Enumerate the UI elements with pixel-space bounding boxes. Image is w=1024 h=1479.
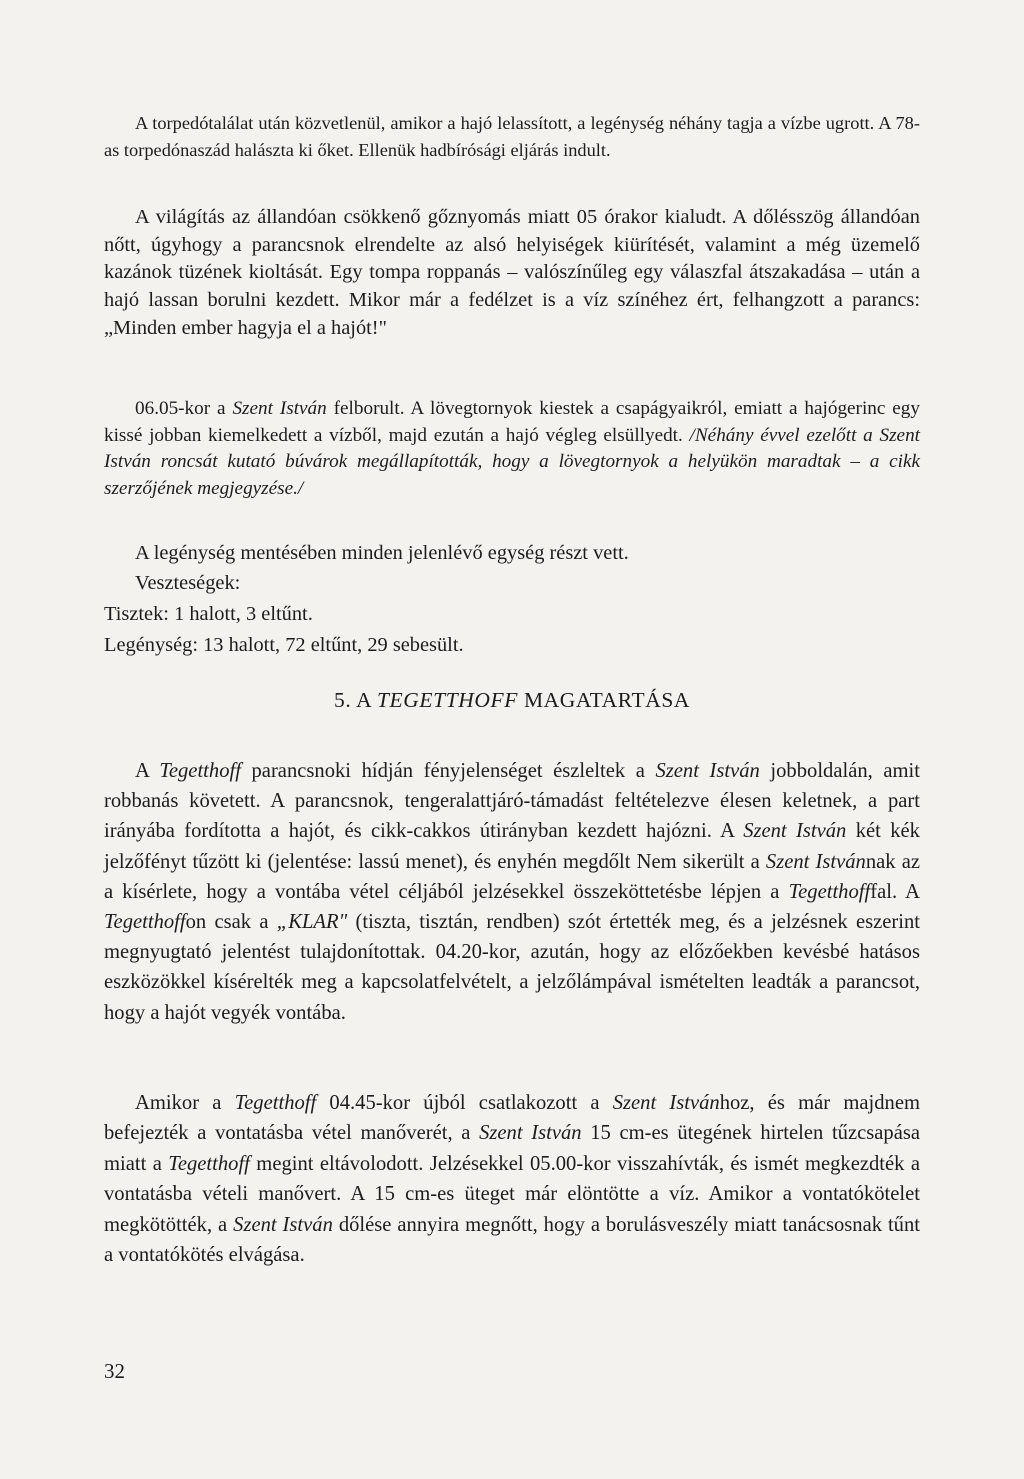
losses-label: Veszteségek: — [135, 572, 241, 594]
paragraph-capsized: 06.05-kor a Szent István felborult. A lövegtornyok kiestek a csapágyaikról, emiatt a hajógerinc egy kissé jobban kiemelkedett a vízből, majd ezután a hajó végleg elsüllyedt. /Néhány évvel ezelőtt a Szent István roncsát kutató búvárok megállapították, hogy a lövegtornyok a helyükön maradtak – a cikk szerzőjének megjegyzése./ — [104, 398, 920, 499]
losses-officers: Tisztek: 1 halott, 3 eltűnt. — [104, 603, 313, 625]
page-number: 32 — [104, 1359, 125, 1383]
section-heading: 5. A TEGETTHOFF MAGATARTÁSA — [333, 688, 691, 712]
rescue-line: A legénység mentésében minden jelenlévő egység részt vett. — [135, 542, 629, 564]
paragraph-torpedo-hit: A torpedótalálat után közvetlenül, amikor a hajó lelassított, a legénység néhány tagja a vízbe ugrott. A 78-as torpedónaszád halászta ki őket. Ellenük hadbírósági eljárás indult. — [104, 113, 920, 161]
paragraph-towing-attempt: Amikor a Tegetthoff 04.45-kor újból csatlakozott a Szent Istvánhoz, és már majdnem befejezték a vontatásba vétel manőverét, a Szent István 15 cm-es ütegének hirtelen tűzcsapása miatt a Tegetthoff megint eltávolodott. Jelzésekkel 05.00-kor visszahívták, és ismét megkezdték a vontatásba vételi manővert. A 15 cm-es üteget már elöntötte a víz. Amikor a vontatókötelet megkötötték, a Szent István dőlése annyira megnőtt, hogy a borulásveszély miatt tanácsosnak tűnt a vontatókötés elvágása. — [104, 1092, 921, 1267]
paragraph-tegetthoff-bridge: A Tegetthoff parancsnoki hídján fényjelenséget észleltek a Szent István jobboldalán, amit robbanás követett. A parancsnok, tengeralattjáró-támadást feltételezve élesen keletnek, a part irányába fordította a hajót, és cikk-cakkos útirányban kezdett hajózni. A Szent István két kék jelzőfényt tűzött ki (jelentése: lassú menet), és enyhén megdőlt Nem sikerült a Szent Istvánnak az a kísérlete, hogy a vontába vétel céljából jelzésekkel összeköttetésbe lépjen a Tegetthofffal. A Tegetthoffon csak a „KLAR" (tiszta, tisztán, rendben) szót értették meg, és a jelzésnek eszerint megnyugtató jelentést tulajdonítottak. 04.20-kor, azután, hogy az előzőekben kevésbé hatásos eszközökkel kísérelték meg a kapcsolatfelvételt, a jelzőlámpával ismételten leadták a parancsot, hogy a hajót vegyék vontába. — [104, 760, 920, 1024]
losses-crew: Legénység: 13 halott, 72 eltűnt, 29 sebesült. — [104, 634, 464, 656]
paragraph-lights-out: A világítás az állandóan csökkenő gőznyomás miatt 05 órakor kialudt. A dőlésszög állandóan nőtt, úgyhogy a parancsnok elrendelte az alsó helyiségek kiürítését, valamint a még üzemelő kazánok tüzének kioltását. Egy tompa roppanás – valószínűleg egy válaszfal átszakadása – után a hajó lassan borulni kezdett. Mikor már a fedélzet is a víz színéhez ért, felhangzott a parancs: „Minden ember hagyja el a hajót!" — [104, 206, 920, 339]
author-note: /Néhány évvel ezelőtt a Szent István roncsát kutató búvárok megállapították, hogy a lövegtornyok a helyükön maradtak – a cikk szerzőjének megjegyzése./ — [104, 424, 920, 499]
